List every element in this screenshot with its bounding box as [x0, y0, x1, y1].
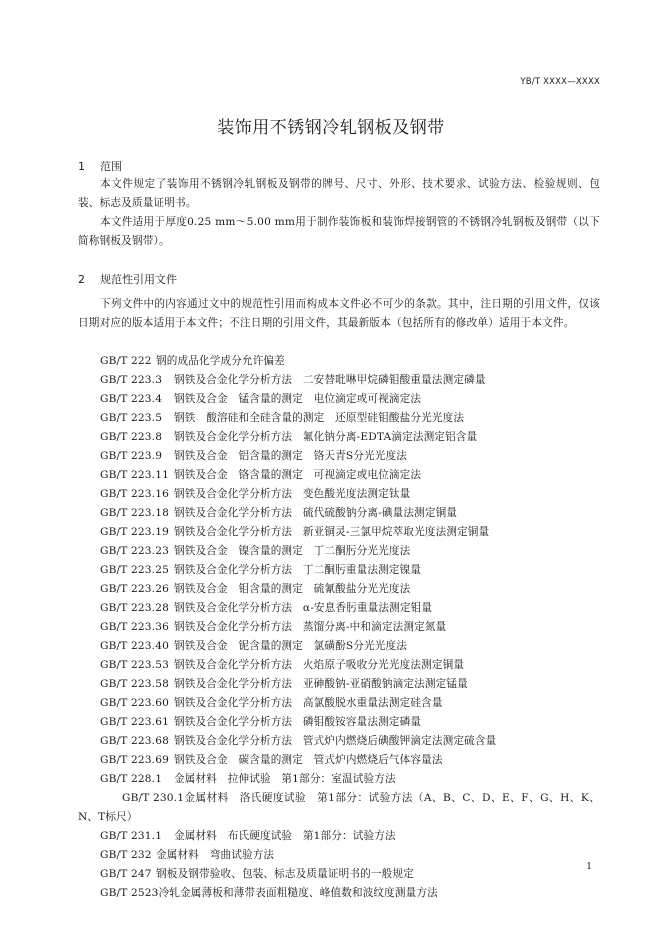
reference-item	[78, 694, 600, 713]
reference-code: GB/T 223.25	[100, 564, 169, 576]
reference-title: 钢板及钢带验收、包装、标志及质量证明书的一般规定	[156, 868, 414, 880]
reference-code: GB/T 223.8	[100, 431, 163, 443]
reference-item	[78, 352, 600, 371]
reference-code: GB/T 228.1	[100, 773, 163, 785]
reference-item	[78, 447, 600, 466]
section-number: 2	[78, 273, 85, 286]
reference-code: GB/T 223.61	[100, 716, 169, 728]
reference-title: 钢铁及合金化学分析方法 高氯酸脱水重量法测定硅含量	[174, 697, 443, 709]
reference-title: 钢铁及合金 碳含量的测定 管式炉内燃烧后气体容量法	[174, 754, 443, 766]
normative-reference-list	[78, 352, 600, 903]
reference-code: GB/T 223.3	[100, 374, 163, 386]
standard-code: YB/T XXXX—XXXX	[520, 77, 600, 87]
reference-code: GB/T 223.58	[100, 678, 169, 690]
reference-title: 钢铁及合金 钼含量的测定 硫氰酸盐分光光度法	[174, 583, 411, 595]
reference-title: 钢铁及合金 锰含量的测定 电位滴定或可视滴定法	[174, 393, 422, 405]
reference-code: GB/T 223.9	[100, 450, 163, 462]
reference-item	[78, 751, 600, 770]
reference-item	[78, 713, 600, 732]
reference-title: 钢铁及合金化学分析方法 亚砷酸钠-亚硝酸钠滴定法测定锰量	[174, 678, 468, 690]
reference-code: GB/T 223.68	[100, 735, 169, 747]
reference-title: 钢铁及合金化学分析方法 磷钼酸铵容量法测定磷量	[174, 716, 422, 728]
reference-code: GB/T 223.28	[100, 602, 169, 614]
reference-code: GB/T 223.53	[100, 659, 169, 671]
reference-item	[78, 485, 600, 504]
reference-title: 冷轧金属薄板和薄带表面粗糙度、峰值数和波纹度测量方法	[158, 887, 438, 899]
reference-title: 钢铁及合金化学分析方法 管式炉内燃烧后碘酸钾滴定法测定硫含量	[174, 735, 497, 747]
reference-code: GB/T 232	[100, 849, 152, 861]
reference-code: GB/T 222	[100, 355, 152, 367]
reference-item	[78, 599, 600, 618]
reference-item	[78, 428, 600, 447]
reference-item	[78, 618, 600, 637]
reference-item	[78, 789, 600, 827]
reference-item	[78, 409, 600, 428]
reference-item	[78, 466, 600, 485]
reference-code: GB/T 223.19	[100, 526, 169, 538]
reference-code: GB/T 230.1	[122, 792, 185, 804]
reference-title: 钢铁及合金化学分析方法 新亚铜灵-三氯甲烷萃取光度法测定铜量	[174, 526, 490, 538]
section-1-heading	[78, 158, 122, 174]
reference-code: GB/T 223.40	[100, 640, 169, 652]
references-intro-paragraph: 下列文件中的内容通过文中的规范性引用而构成本文件必不可少的条款。其中，注日期的引用文件，仅该日期对应的版本适用于本文件；不注日期的引用文件，其最新版本（包括所有的修改单）适用于本文件。	[78, 298, 600, 329]
reference-title: 钢铁及合金 铌含量的测定 氯磺酚S分光光度法	[174, 640, 408, 652]
reference-code: GB/T 223.26	[100, 583, 169, 595]
reference-code: GB/T 247	[100, 868, 152, 880]
reference-item	[78, 580, 600, 599]
reference-code: GB/T 223.5	[100, 412, 163, 424]
reference-code: GB/T 223.36	[100, 621, 169, 633]
reference-item	[78, 542, 600, 561]
reference-item	[78, 656, 600, 675]
document-title: 装饰用不锈钢冷轧钢板及钢带	[217, 118, 445, 138]
reference-code: GB/T 223.23	[100, 545, 169, 557]
reference-title: 钢铁及合金化学分析方法 氟化钠分离-EDTA滴定法测定铝含量	[174, 431, 478, 443]
reference-title: 钢铁及合金化学分析方法 二安替吡啉甲烷磷钼酸重量法测定磷量	[174, 374, 486, 386]
reference-item	[78, 732, 600, 751]
reference-item	[78, 523, 600, 542]
section-2-heading	[78, 271, 177, 287]
reference-title: 钢的成品化学成分允许偏差	[156, 355, 285, 367]
reference-title: 金属材料 拉伸试验 第1部分：室温试验方法	[174, 773, 396, 785]
reference-item	[78, 865, 600, 884]
reference-title: 钢铁 酸溶硅和全硅含量的测定 还原型硅钼酸盐分光光度法	[174, 412, 465, 424]
scope-paragraph-1: 本文件规定了装饰用不锈钢冷轧钢板及钢带的牌号、尺寸、外形、技术要求、试验方法、检验规则、包装、标志及质量证明书。	[78, 178, 600, 209]
reference-title: 钢铁及合金化学分析方法 变色酸光度法测定钛量	[174, 488, 411, 500]
reference-item	[78, 637, 600, 656]
reference-code: GB/T 223.69	[100, 754, 169, 766]
reference-code: GB/T 2523	[100, 887, 159, 899]
page-number: 1	[586, 862, 592, 872]
reference-title: 钢铁及合金化学分析方法 丁二酮肟重量法测定镍量	[174, 564, 422, 576]
section-title: 规范性引用文件	[100, 273, 177, 286]
reference-title: 金属材料 布氏硬度试验 第1部分：试验方法	[174, 830, 396, 842]
reference-code: GB/T 223.60	[100, 697, 169, 709]
reference-item	[78, 675, 600, 694]
reference-item	[78, 770, 600, 789]
section-title: 范围	[100, 160, 122, 173]
reference-title: 钢铁及合金化学分析方法 硫代硫酸钠分离-碘量法测定铜量	[174, 507, 458, 519]
reference-code: GB/T 223.4	[100, 393, 163, 405]
reference-code: GB/T 223.11	[100, 469, 169, 481]
reference-title: 钢铁及合金 镍含量的测定 丁二酮肟分光光度法	[174, 545, 411, 557]
reference-title: 金属材料 洛氏硬度试验 第1部分：试验方法（A、B、C、D、E、F、G、H、K、N、T标尺）	[78, 792, 600, 823]
reference-item	[78, 561, 600, 580]
reference-item	[78, 390, 600, 409]
reference-code: GB/T 231.1	[100, 830, 163, 842]
reference-item	[78, 884, 600, 903]
reference-item	[78, 371, 600, 390]
section-number: 1	[78, 160, 85, 173]
scope-paragraph-2: 本文件适用于厚度0.25 mm～5.00 mm用于制作装饰板和装饰焊接钢管的不锈钢冷轧钢板及钢带（以下简称钢板及钢带）。	[78, 216, 600, 247]
reference-title: 钢铁及合金化学分析方法 火焰原子吸收分光光度法测定铜量	[174, 659, 465, 671]
reference-title: 钢铁及合金 铬含量的测定 可视滴定或电位滴定法	[174, 469, 422, 481]
reference-title: 金属材料 弯曲试验方法	[156, 849, 275, 861]
reference-title: 钢铁及合金 铝含量的测定 铬天青S分光光度法	[174, 450, 408, 462]
reference-title: 钢铁及合金化学分析方法 蒸馏分离-中和滴定法测定氮量	[174, 621, 447, 633]
reference-item	[78, 846, 600, 865]
reference-item	[78, 504, 600, 523]
reference-title: 钢铁及合金化学分析方法 α-安息香肟重量法测定钼量	[174, 602, 433, 614]
reference-code: GB/T 223.18	[100, 507, 169, 519]
reference-code: GB/T 223.16	[100, 488, 169, 500]
reference-item	[78, 827, 600, 846]
